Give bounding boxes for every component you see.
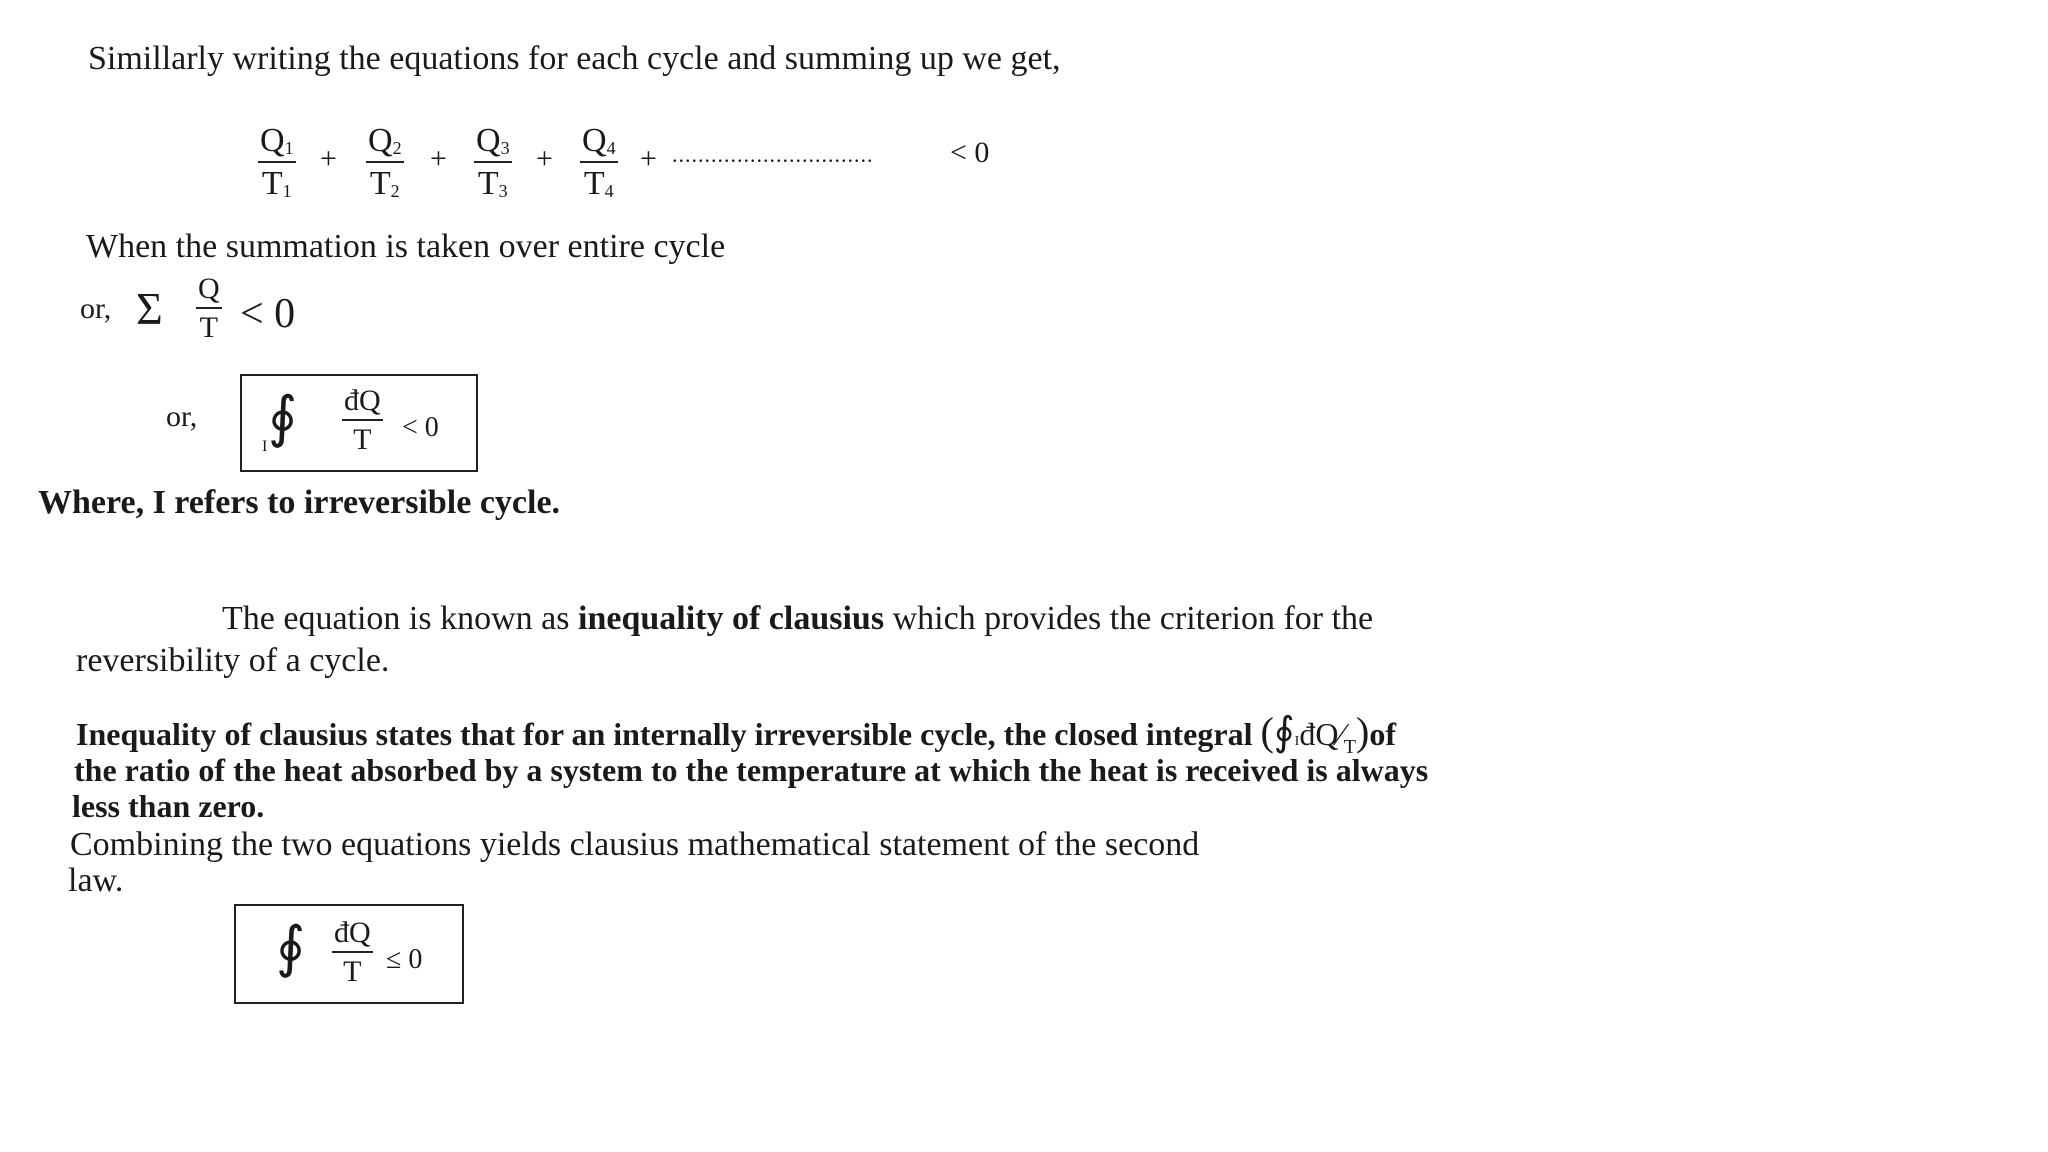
clausius-statement-line2: the ratio of the heat absorbed by a system to the temperature at which the heat is received is always [74, 752, 1429, 788]
or-label: or, [166, 400, 198, 433]
clausius-statement-line1: Inequality of clausius states that for an internally irreversible cycle, the closed integral $(∮IđQ⁄_T)of$ [76, 709, 1396, 758]
inline-integral-expression: $(∮IđQ⁄_T)of$ [1260, 709, 1396, 758]
or-label: or, [80, 292, 112, 325]
fraction-dq-t: $\frac{đQ}{T}$ [344, 384, 381, 456]
combining-line1: Combining the two equations yields clausius mathematical statement of the second [70, 826, 1200, 863]
intro-text: Simillarly writing the equations for each cycle and summing up we get, [88, 40, 1061, 77]
closed-integral-symbol: ∮ [276, 915, 306, 980]
less-than-zero: < 0 [240, 291, 296, 337]
fraction-dq-t: $\frac{đQ}{T}$ [334, 916, 371, 988]
fraction-q3-t3: $\frac{Q_3}{T_3}$ [476, 122, 510, 202]
clausius-irreversible-box [240, 374, 478, 472]
combining-line2: law. [68, 862, 124, 899]
clausius-statement-line3: less than zero. [72, 788, 265, 824]
closed-integral-symbol: ∮ [268, 385, 298, 450]
inequality-intro-line1: The equation is known as inequality of clausius which provides the criterion for the [222, 600, 1374, 637]
fraction-q1-t1: $\frac{Q_1}{T_1}$ [260, 122, 294, 202]
irreversible-note: Where, I refers to irreversible cycle. [38, 484, 561, 521]
plus-sign: + [430, 142, 447, 175]
fraction-q4-t4: $\frac{Q_4}{T_4}$ [582, 122, 616, 202]
less-or-equal-zero: ≤ 0 [386, 944, 423, 975]
continuation-dots: ............................... [672, 142, 874, 167]
fraction-q-t: $\frac{Q}{T}$ [198, 272, 220, 344]
plus-sign: + [536, 142, 553, 175]
summation-text: When the summation is taken over entire cycle [86, 228, 726, 265]
less-than-zero: < 0 [402, 412, 439, 443]
inequality-intro-line2: reversibility of a cycle. [76, 642, 390, 679]
sigma-symbol: Σ [136, 283, 163, 334]
clausius-second-law-box [234, 904, 464, 1004]
fraction-q2-t2: $\frac{Q_2}{T_2}$ [368, 122, 402, 202]
plus-sign: + [640, 142, 657, 175]
plus-sign: + [320, 142, 337, 175]
irreversible-subscript: I [262, 438, 268, 455]
less-than-zero: < 0 [950, 136, 990, 169]
